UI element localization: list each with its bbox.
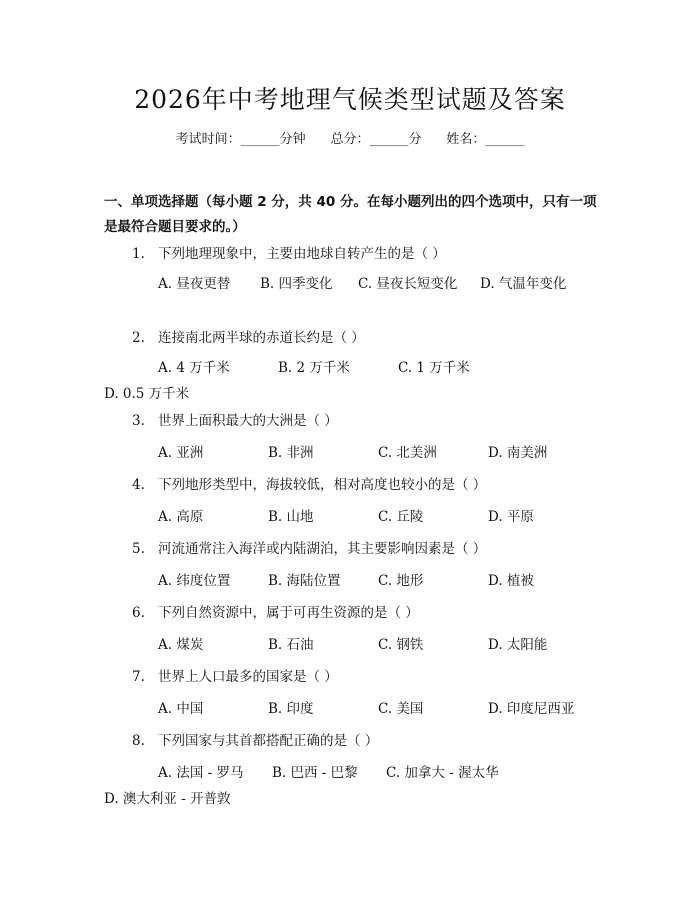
option-a: A. 煤炭 bbox=[158, 637, 204, 653]
question-text: 世界上人口最多的国家是（ ） bbox=[158, 669, 338, 685]
score-unit: 分 bbox=[408, 132, 422, 147]
question-text: 下列自然资源中，属于可再生资源的是（ ） bbox=[158, 605, 419, 621]
option-b: B. 印度 bbox=[268, 701, 314, 717]
option-c: C. 美国 bbox=[378, 701, 424, 717]
option-d: D. 气温年变化 bbox=[480, 276, 567, 292]
question-number: 8. bbox=[132, 733, 145, 749]
question-5-options bbox=[104, 568, 600, 594]
question-2-options bbox=[104, 355, 600, 407]
score-label: 总分： bbox=[330, 132, 370, 147]
question-text: 河流通常注入海洋或内陆湖泊，其主要影响因素是（ ） bbox=[158, 541, 487, 557]
question-number: 6. bbox=[132, 605, 145, 621]
question-6 bbox=[132, 603, 419, 623]
question-7 bbox=[132, 667, 338, 687]
option-c: C. 钢铁 bbox=[378, 637, 424, 653]
question-4-options bbox=[104, 504, 600, 530]
option-b: B. 海陆位置 bbox=[268, 573, 341, 589]
option-d: D. 0.5 万千米 bbox=[104, 386, 190, 402]
page-title: 2026年中考地理气候类型试题及答案 bbox=[134, 85, 566, 114]
option-a: A. 中国 bbox=[158, 701, 204, 717]
option-b: B. 石油 bbox=[268, 637, 314, 653]
option-c: C. 加拿大 - 渥太华 bbox=[386, 765, 499, 781]
option-a: A. 纬度位置 bbox=[158, 573, 231, 589]
option-b: B. 2 万千米 bbox=[278, 360, 350, 376]
time-blank: ______ bbox=[240, 132, 280, 147]
option-a: A. 亚洲 bbox=[158, 445, 204, 461]
question-number: 4. bbox=[132, 477, 145, 493]
section-heading: 一、单项选择题（每小题 2 分，共 40 分。在每小题列出的四个选项中，只有一项是最符合题目要求的。） bbox=[104, 194, 597, 235]
option-a: A. 高原 bbox=[158, 509, 204, 525]
question-3 bbox=[132, 411, 338, 431]
question-6-options bbox=[104, 632, 600, 658]
option-c: C. 昼夜长短变化 bbox=[358, 276, 458, 292]
option-b: B. 非洲 bbox=[268, 445, 314, 461]
question-text: 下列国家与其首都搭配正确的是（ ） bbox=[158, 733, 379, 749]
question-number: 2. bbox=[132, 330, 145, 346]
option-a: A. 4 万千米 bbox=[158, 360, 230, 376]
question-number: 1. bbox=[132, 246, 145, 262]
option-d: D. 印度尼西亚 bbox=[488, 701, 575, 717]
option-d: D. 澳大利亚 - 开普敦 bbox=[104, 791, 231, 807]
option-b: B. 山地 bbox=[268, 509, 314, 525]
option-a: A. 法国 - 罗马 bbox=[158, 765, 244, 781]
question-7-options bbox=[104, 696, 600, 722]
exam-info-line bbox=[0, 130, 700, 150]
question-5 bbox=[132, 539, 486, 559]
name-label: 姓名： bbox=[446, 132, 486, 147]
option-d: D. 南美洲 bbox=[488, 445, 548, 461]
option-c: C. 地形 bbox=[378, 573, 424, 589]
question-8-options bbox=[104, 760, 600, 812]
question-text: 连接南北两半球的赤道长约是（ ） bbox=[158, 330, 365, 346]
question-1-options bbox=[104, 271, 600, 297]
question-1 bbox=[132, 244, 446, 264]
time-label: 考试时间： bbox=[175, 132, 241, 147]
question-text: 下列地形类型中，海拔较低，相对高度也较小的是（ ） bbox=[158, 477, 487, 493]
option-a: A. 昼夜更替 bbox=[158, 276, 231, 292]
option-c: C. 丘陵 bbox=[378, 509, 424, 525]
option-c: C. 北美洲 bbox=[378, 445, 437, 461]
question-number: 5. bbox=[132, 541, 145, 557]
time-unit: 分钟 bbox=[279, 132, 306, 147]
question-4 bbox=[132, 475, 486, 495]
question-text: 世界上面积最大的大洲是（ ） bbox=[158, 413, 338, 429]
option-b: B. 四季变化 bbox=[260, 276, 333, 292]
question-2 bbox=[132, 328, 365, 348]
name-blank: ______ bbox=[485, 132, 525, 147]
question-3-options bbox=[104, 440, 600, 466]
option-d: D. 太阳能 bbox=[488, 637, 548, 653]
question-8 bbox=[132, 731, 378, 751]
question-number: 7. bbox=[132, 669, 145, 685]
score-blank: ______ bbox=[369, 132, 409, 147]
option-c: C. 1 万千米 bbox=[398, 360, 470, 376]
option-b: B. 巴西 - 巴黎 bbox=[272, 765, 358, 781]
option-d: D. 平原 bbox=[488, 509, 534, 525]
question-number: 3. bbox=[132, 413, 145, 429]
option-d: D. 植被 bbox=[488, 573, 534, 589]
question-text: 下列地理现象中，主要由地球自转产生的是（ ） bbox=[158, 246, 446, 262]
